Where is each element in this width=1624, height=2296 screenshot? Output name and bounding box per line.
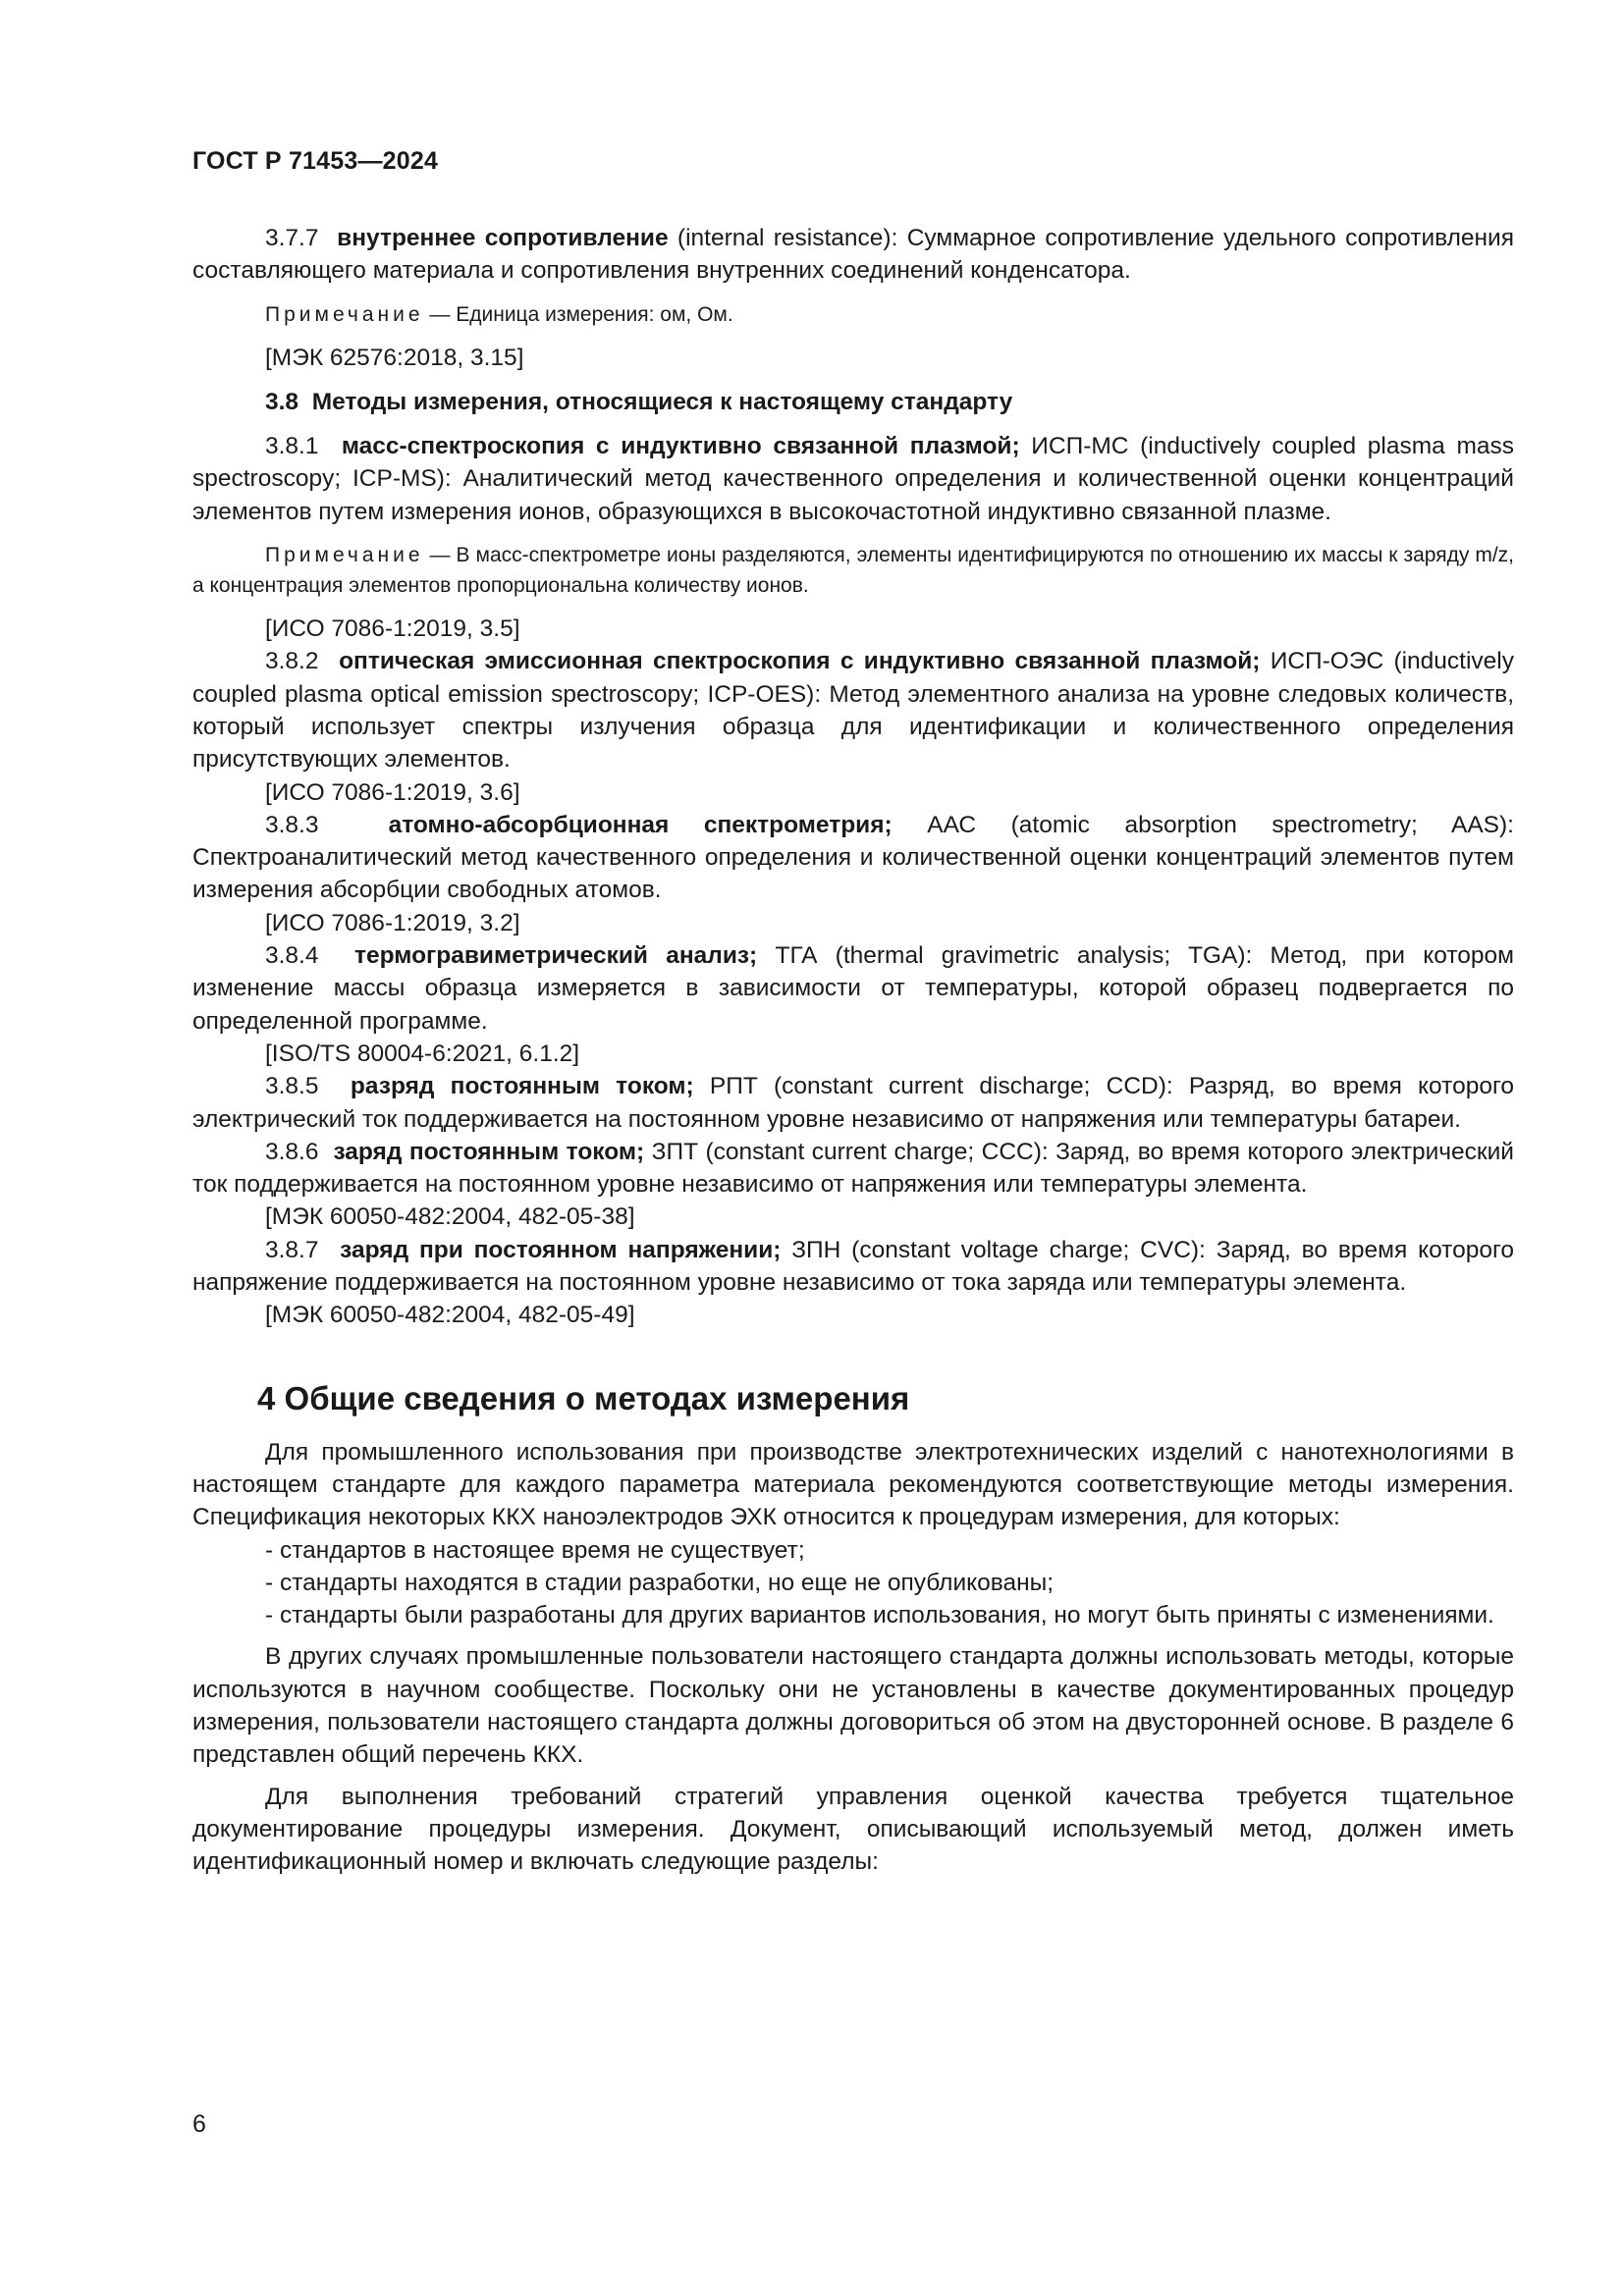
entry-3-8-7 bbox=[192, 1234, 1514, 1300]
reference: [ISO/TS 80004-6:2021, 6.1.2] bbox=[265, 1040, 580, 1067]
reference: [МЭК 62576:2018, 3.15] bbox=[265, 344, 524, 371]
entry-3-7-7 bbox=[192, 222, 1514, 288]
entry-number: 3.8.5 bbox=[265, 1073, 319, 1100]
entry-term: термогравиметрический анализ; bbox=[354, 942, 758, 970]
entry-text: ИСП-ОЭС (inductively coupled plasma optical emission spectroscopy; ICP-OES): Метод элементного анализа на уровне следовых количеств, который использует спектры излучения образца для идентификации и количественного определения присутствующих элементов. bbox=[192, 648, 1514, 774]
note-3-7-7 bbox=[192, 299, 1514, 330]
entry-term: заряд при постоянном напряжении; bbox=[340, 1236, 782, 1263]
entry-number: 3.8.2 bbox=[265, 648, 319, 675]
section-4-paragraph-2: В других случаях промышленные пользователи настоящего стандарта должны использовать методы, которые используются в научном сообществе. Поскольку они не установлены в качестве документированных процедур измерения, пользователи настоящего стандарта должны договориться об этом на двусторонней основе. В разделе 6 представлен общий перечень ККХ. bbox=[192, 1643, 1514, 1769]
entry-3-8-5 bbox=[192, 1070, 1514, 1136]
section-4-paragraph-1: Для промышленного использования при производстве электротехнических изделий с нанотехнологиями в настоящем стандарте для каждого параметра материала рекомендуются соответствующие методы измерения. Спецификация некоторых ККХ наноэлектродов ЭХК относится к процедурам измерения, для которых: bbox=[192, 1438, 1514, 1531]
entry-term: атомно-абсорбционная спектрометрия; bbox=[388, 811, 893, 838]
reference: [МЭК 60050-482:2004, 482-05-38] bbox=[265, 1203, 635, 1231]
entry-text: ААС (atomic absorption spectrometry; AAS): Спектроаналитический метод качественного определения и количественной оценки концентраций элементов путем измерения абсорбции свободных атомов. bbox=[192, 811, 1514, 904]
note-label: Примечание bbox=[265, 544, 424, 567]
document-body bbox=[192, 222, 1514, 1878]
reference: [ИСО 7086-1:2019, 3.2] bbox=[265, 909, 520, 936]
entry-number: 3.8.4 bbox=[265, 942, 319, 970]
entry-number: 3.8.6 bbox=[265, 1138, 319, 1165]
entry-3-8-4 bbox=[192, 939, 1514, 1038]
entry-term: разряд постоянным током; bbox=[350, 1073, 694, 1100]
entry-term: внутреннее сопротивление bbox=[337, 225, 669, 251]
note-label: Примечание bbox=[265, 302, 424, 326]
note-text: — Единица измерения: ом, Ом. bbox=[423, 302, 733, 326]
section-4-paragraph-3: Для выполнения требований стратегий управления оценкой качества требуется тщательное документирование процедуры измерения. Документ, описывающий используемый метод, должен иметь идентификационный номер и включать следующие разделы: bbox=[192, 1783, 1514, 1876]
entry-3-8-2 bbox=[192, 645, 1514, 775]
entry-text: (internal resistance): Суммарное сопротивление удельного сопротивления составляющего материала и сопротивления внутренних соединений конденсатора. bbox=[192, 225, 1514, 285]
entry-number: 3.8.7 bbox=[265, 1236, 319, 1263]
note-text: — В масс-спектрометре ионы разделяются, элементы идентифицируются по отношению их массы к заряду m/z, а концентрация элементов пропорциональна количеству ионов. bbox=[192, 544, 1514, 598]
entry-number: 3.7.7 bbox=[265, 225, 319, 251]
reference: [ИСО 7086-1:2019, 3.5] bbox=[265, 615, 520, 643]
entry-text: ЗПТ (constant current charge; CCC): Заряд, во время которого электрический ток поддерживается на постоянном уровне независимо от напряжения или температуры элемента. bbox=[192, 1138, 1514, 1199]
document-header: ГОСТ Р 71453—2024 bbox=[192, 147, 439, 175]
entry-term: заряд постоянным током; bbox=[333, 1138, 645, 1165]
entry-term: масс-спектроскопия с индуктивно связанной плазмой; bbox=[341, 433, 1020, 460]
list-item: - стандарты были разработаны для других вариантов использования, но могут быть приняты с изменениями. bbox=[265, 1602, 1494, 1629]
note-3-8-1 bbox=[192, 540, 1514, 601]
reference: [МЭК 60050-482:2004, 482-05-49] bbox=[265, 1302, 635, 1329]
section-4-heading: 4 Общие сведения о методах измерения bbox=[257, 1379, 910, 1416]
entry-number: 3.8.3 bbox=[265, 811, 319, 838]
entry-text: РПТ (constant current discharge; CCD): Разряд, во время которого электрический ток поддерживается на постоянном уровне независимо от напряжения или температуры батареи. bbox=[192, 1073, 1514, 1133]
entry-3-8-3 bbox=[192, 809, 1514, 907]
entry-3-8-6 bbox=[192, 1136, 1514, 1201]
entry-3-8-1 bbox=[192, 430, 1514, 528]
entry-text: ЗПН (constant voltage charge; CVC): Заряд, во время которого напряжение поддерживается на постоянном уровне независимо от тока заряда или температуры элемента. bbox=[192, 1236, 1515, 1297]
list-item: - стандартов в настоящее время не существует; bbox=[265, 1536, 805, 1564]
entry-text: ТГА (thermal gravimetric analysis; TGA): Метод, при котором изменение массы образца измеряется в зависимости от температуры, которой образец подвергается по определенной программе. bbox=[192, 942, 1514, 1035]
section-3-8-heading: 3.8 Методы измерения, относящиеся к настоящему стандарту bbox=[265, 388, 1013, 415]
entry-text: ИСП-МС (inductively coupled plasma mass spectroscopy; ICP-MS): Аналитический метод качественного определения и количественной оценки концентраций элементов путем измерения ионов, образующихся в высокочастотной индуктивно связанной плазме. bbox=[192, 433, 1514, 525]
reference: [ИСО 7086-1:2019, 3.6] bbox=[265, 778, 520, 806]
page-number: 6 bbox=[192, 2110, 206, 2138]
list-item: - стандарты находятся в стадии разработки, но еще не опубликованы; bbox=[265, 1569, 1055, 1596]
entry-number: 3.8.1 bbox=[265, 433, 319, 460]
entry-term: оптическая эмиссионная спектроскопия с индуктивно связанной плазмой; bbox=[339, 648, 1261, 675]
